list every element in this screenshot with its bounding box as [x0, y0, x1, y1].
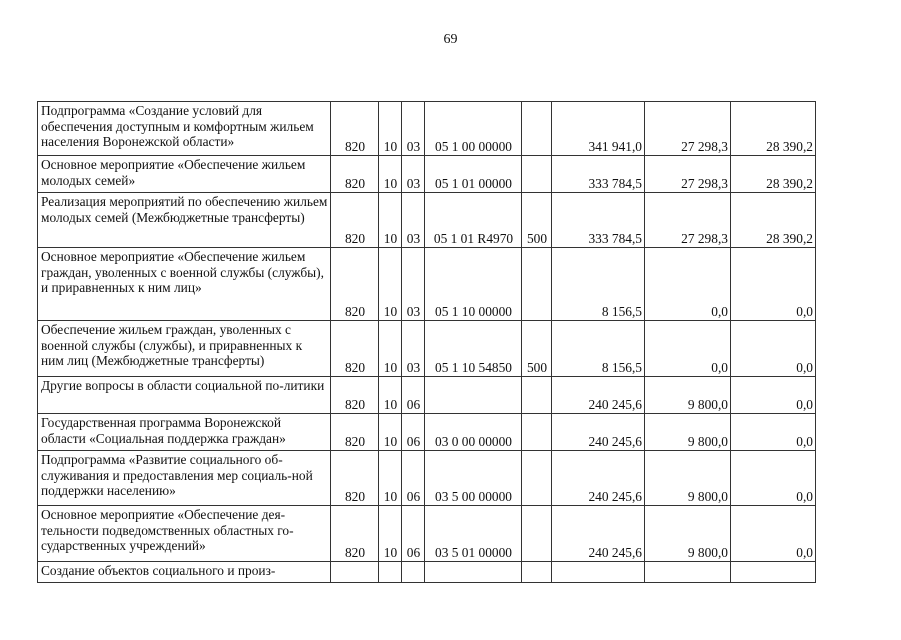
table-row	[38, 248, 816, 321]
row-year2: 27 298,3	[645, 156, 731, 193]
row-gr: 820	[331, 102, 379, 156]
table-row	[38, 156, 816, 193]
row-name: Основное мероприятие «Обеспечение жильем молодых семей»	[38, 156, 331, 193]
row-vr: 500	[522, 193, 552, 248]
row-cs: 03 5 01 00000	[425, 506, 522, 562]
budget-table-body	[38, 102, 816, 583]
row-vr	[522, 562, 552, 583]
row-year3: 28 390,2	[731, 102, 816, 156]
row-year2: 9 800,0	[645, 377, 731, 414]
row-pr: 06	[402, 377, 425, 414]
page-number: 69	[443, 32, 458, 47]
table-row	[38, 377, 816, 414]
row-year2: 9 800,0	[645, 414, 731, 451]
row-year1: 240 245,6	[552, 506, 645, 562]
row-name: Основное мероприятие «Обеспечение дея-тельности подведомственных областных го-сударственных учреждений»	[38, 506, 331, 562]
row-vr	[522, 506, 552, 562]
table-row	[38, 562, 816, 583]
budget-table	[37, 101, 816, 583]
row-year3: 0,0	[731, 451, 816, 506]
row-rz: 10	[379, 377, 402, 414]
row-gr: 820	[331, 248, 379, 321]
row-vr	[522, 102, 552, 156]
row-rz: 10	[379, 321, 402, 377]
row-year3: 28 390,2	[731, 193, 816, 248]
row-pr: 03	[402, 193, 425, 248]
row-year1: 333 784,5	[552, 193, 645, 248]
row-vr	[522, 248, 552, 321]
row-year1: 240 245,6	[552, 451, 645, 506]
row-year3	[731, 562, 816, 583]
row-rz	[379, 562, 402, 583]
table-row	[38, 321, 816, 377]
row-pr: 06	[402, 506, 425, 562]
row-rz: 10	[379, 506, 402, 562]
row-year1: 240 245,6	[552, 414, 645, 451]
row-year3: 0,0	[731, 248, 816, 321]
row-vr	[522, 414, 552, 451]
table-row	[38, 451, 816, 506]
row-year2: 9 800,0	[645, 506, 731, 562]
row-vr	[522, 156, 552, 193]
row-rz: 10	[379, 102, 402, 156]
table-row	[38, 506, 816, 562]
row-name: Реализация мероприятий по обеспечению жильем молодых семей (Межбюджетные трансферты)	[38, 193, 331, 248]
row-pr: 06	[402, 414, 425, 451]
table-row	[38, 102, 816, 156]
row-pr: 03	[402, 102, 425, 156]
row-pr: 03	[402, 156, 425, 193]
row-rz: 10	[379, 193, 402, 248]
row-name: Подпрограмма «Развитие социального об-служивания и предоставления мер социаль-ной поддержки населению»	[38, 451, 331, 506]
row-pr: 03	[402, 321, 425, 377]
table-row	[38, 414, 816, 451]
table-row	[38, 193, 816, 248]
row-cs: 05 1 01 00000	[425, 156, 522, 193]
row-name: Основное мероприятие «Обеспечение жильем граждан, уволенных с военной службы (службы), и приравненных к ним лиц»	[38, 248, 331, 321]
row-vr	[522, 451, 552, 506]
row-year3: 0,0	[731, 377, 816, 414]
row-gr: 820	[331, 414, 379, 451]
row-rz: 10	[379, 414, 402, 451]
row-year2: 0,0	[645, 248, 731, 321]
row-gr: 820	[331, 193, 379, 248]
row-cs: 03 5 00 00000	[425, 451, 522, 506]
row-cs: 05 1 10 54850	[425, 321, 522, 377]
row-year3: 0,0	[731, 414, 816, 451]
row-year2: 0,0	[645, 321, 731, 377]
row-name: Другие вопросы в области социальной по-литики	[38, 377, 331, 414]
row-year2: 27 298,3	[645, 193, 731, 248]
row-gr: 820	[331, 321, 379, 377]
row-cs: 05 1 10 00000	[425, 248, 522, 321]
row-year1: 8 156,5	[552, 248, 645, 321]
row-pr: 06	[402, 451, 425, 506]
row-gr	[331, 562, 379, 583]
row-year3: 28 390,2	[731, 156, 816, 193]
row-cs: 05 1 01 R4970	[425, 193, 522, 248]
row-cs	[425, 377, 522, 414]
row-year1	[552, 562, 645, 583]
row-vr	[522, 377, 552, 414]
row-name: Создание объектов социального и произ-	[38, 562, 331, 583]
row-cs: 05 1 00 00000	[425, 102, 522, 156]
row-cs	[425, 562, 522, 583]
row-gr: 820	[331, 451, 379, 506]
row-year3: 0,0	[731, 506, 816, 562]
row-rz: 10	[379, 451, 402, 506]
row-cs: 03 0 00 00000	[425, 414, 522, 451]
row-name: Подпрограмма «Создание условий для обеспечения доступным и комфортным жильем населения Воронежской области»	[38, 102, 331, 156]
row-year1: 333 784,5	[552, 156, 645, 193]
row-year2: 9 800,0	[645, 451, 731, 506]
row-rz: 10	[379, 156, 402, 193]
row-year1: 8 156,5	[552, 321, 645, 377]
row-year1: 341 941,0	[552, 102, 645, 156]
row-vr: 500	[522, 321, 552, 377]
row-year3: 0,0	[731, 321, 816, 377]
row-year1: 240 245,6	[552, 377, 645, 414]
row-gr: 820	[331, 377, 379, 414]
row-gr: 820	[331, 156, 379, 193]
row-name: Государственная программа Воронежской области «Социальная поддержка граждан»	[38, 414, 331, 451]
row-pr	[402, 562, 425, 583]
row-gr: 820	[331, 506, 379, 562]
row-name: Обеспечение жильем граждан, уволенных с военной службы (службы), и приравненных к ним лиц (Межбюджетные трансферты)	[38, 321, 331, 377]
row-year2: 27 298,3	[645, 102, 731, 156]
row-pr: 03	[402, 248, 425, 321]
row-year2	[645, 562, 731, 583]
row-rz: 10	[379, 248, 402, 321]
